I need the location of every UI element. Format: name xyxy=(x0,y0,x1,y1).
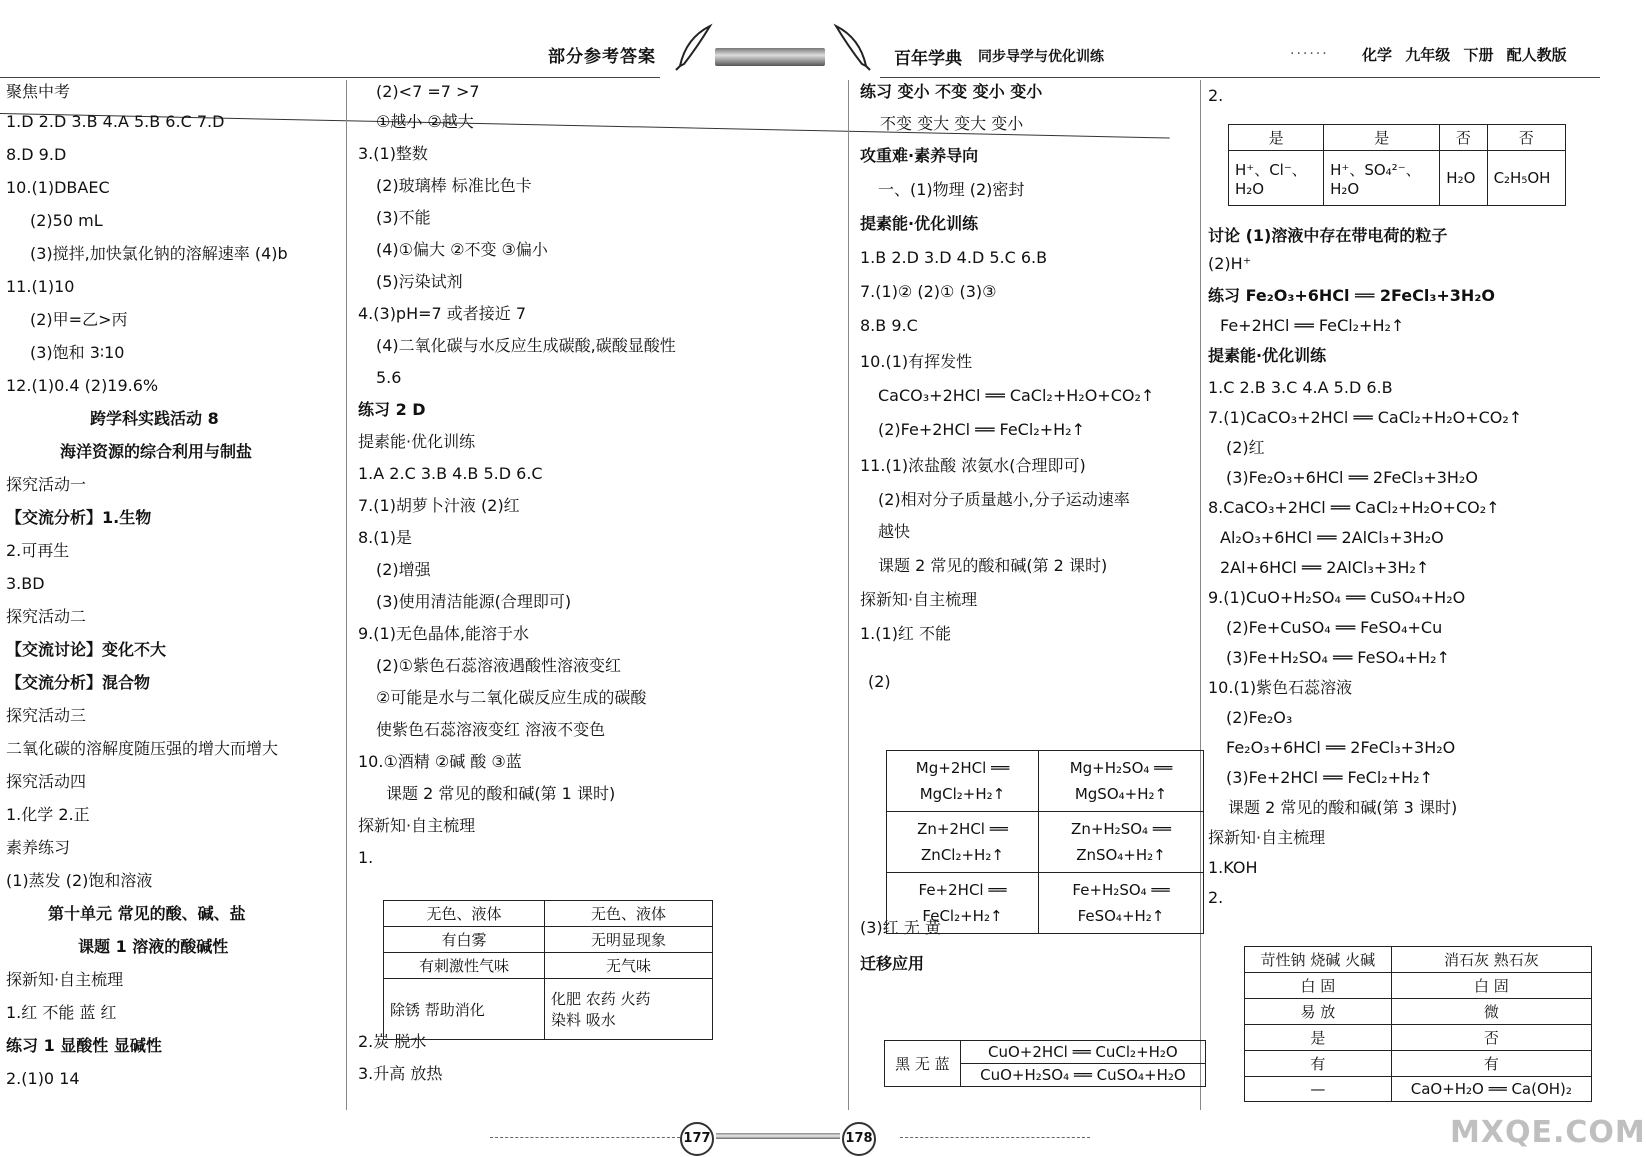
answer-line: 4.(3)pH=7 或者接近 7 xyxy=(358,304,527,323)
answer-line: (2)红 xyxy=(1226,438,1265,457)
table-row xyxy=(887,873,1204,934)
answer-line: 2. xyxy=(1208,888,1224,907)
answer-line: 二氧化碳的溶解度随压强的增大而增大 xyxy=(6,739,279,758)
answer-line: 讨论 (1)溶液中存在带电荷的粒子 xyxy=(1208,226,1448,245)
table-row xyxy=(887,751,1204,812)
answer-line: 探新知·自主梳理 xyxy=(860,590,978,609)
answer-line: 8.D 9.D xyxy=(6,145,67,164)
header-brand: 百年学典 xyxy=(894,49,962,69)
answer-line: 8.CaCO₃+2HCl ══ CaCl₂+H₂O+CO₂↑ xyxy=(1208,498,1500,517)
answer-line: (3)饱和 3∶10 xyxy=(30,343,125,362)
solution-particle-table xyxy=(1228,124,1566,206)
table-cell: Mg+H₂SO₄ ══ MgSO₄+H₂↑ xyxy=(1038,751,1203,812)
answer-line: 1.D 2.D 3.B 4.A 5.B 6.C 7.D xyxy=(6,112,225,131)
header-dots: ······ xyxy=(1290,46,1329,62)
answer-line: Al₂O₃+6HCl ══ 2AlCl₃+3H₂O xyxy=(1220,528,1444,547)
table-cell: 微 xyxy=(1391,999,1591,1025)
answer-line: 10.(1)紫色石蕊溶液 xyxy=(1208,678,1353,697)
table-cell: Zn+2HCl ══ ZnCl₂+H₂↑ xyxy=(887,812,1039,873)
answer-line: 8.(1)是 xyxy=(358,528,412,547)
quill-icon-right xyxy=(830,20,874,70)
table-cell: C₂H₅OH xyxy=(1487,151,1565,206)
answer-line: (2)<7 =7 >7 xyxy=(376,82,480,101)
answer-line: (3)不能 xyxy=(376,208,431,227)
header-left-title: 部分参考答案 xyxy=(548,47,656,67)
table-cell: H⁺、SO₄²⁻、 H₂O xyxy=(1324,151,1440,206)
page-header xyxy=(0,0,1600,78)
column-divider-1 xyxy=(346,80,347,1110)
answer-line: 练习 变小 不变 变小 变小 xyxy=(860,82,1043,101)
answer-line: (3)红 无 黄 xyxy=(860,918,941,937)
table-cell: 有白雾 xyxy=(384,927,545,953)
table-cell: 除锈 帮助消化 xyxy=(384,979,545,1040)
answer-line: 1.KOH xyxy=(1208,858,1258,877)
table-row xyxy=(1245,973,1592,999)
table-row xyxy=(1245,1051,1592,1077)
answer-line: 海洋资源的综合利用与制盐 xyxy=(60,442,253,461)
answer-line: 探究活动二 xyxy=(6,607,87,626)
table-cell: 苛性钠 烧碱 火碱 xyxy=(1245,947,1392,973)
answer-line: 9.(1)无色晶体,能溶于水 xyxy=(358,624,530,643)
answer-line: 练习 1 显酸性 显碱性 xyxy=(6,1036,162,1055)
table-cell: 无色、液体 xyxy=(384,901,545,927)
header-subject: 化学 九年级 下册 配人教版 xyxy=(1362,46,1567,64)
table-row xyxy=(1245,1025,1592,1051)
answer-line: Fe+2HCl ══ FeCl₂+H₂↑ xyxy=(1220,316,1405,335)
column-divider-3 xyxy=(1200,80,1201,1110)
quill-icon xyxy=(672,20,716,70)
answer-line: 迁移应用 xyxy=(860,954,925,973)
answer-line: (2) xyxy=(868,672,891,691)
table-cell: 是 xyxy=(1229,125,1324,151)
table3-label: 黑 无 蓝 xyxy=(885,1041,961,1087)
answer-line: 9.(1)CuO+H₂SO₄ ══ CuSO₄+H₂O xyxy=(1208,588,1466,607)
answer-line: 3.(1)整数 xyxy=(358,144,428,163)
answer-line: 1.(1)红 不能 xyxy=(860,624,952,643)
answer-line: 12.(1)0.4 (2)19.6% xyxy=(6,376,159,395)
header-rule-right xyxy=(880,77,1600,78)
answer-line: 7.(1)② (2)① (3)③ xyxy=(860,282,997,301)
table-cell: Fe+2HCl ══ FeCl₂+H₂↑ xyxy=(887,873,1039,934)
table-row xyxy=(384,953,713,979)
answer-line: 2.可再生 xyxy=(6,541,70,560)
table-row xyxy=(384,927,713,953)
answer-line: 1.红 不能 蓝 红 xyxy=(6,1003,117,1022)
answer-line: 越快 xyxy=(878,522,911,541)
answer-line: 使紫色石蕊溶液变红 溶液不变色 xyxy=(376,720,606,739)
footer-dash-right xyxy=(900,1137,1090,1138)
answer-line: (2)Fe₂O₃ xyxy=(1226,708,1293,727)
table-cell: Zn+H₂SO₄ ══ ZnSO₄+H₂↑ xyxy=(1038,812,1203,873)
answer-line: ②可能是水与二氧化碳反应生成的碳酸 xyxy=(376,688,647,707)
answer-line: 探新知·自主梳理 xyxy=(1208,828,1326,847)
answer-line: (3)Fe+2HCl ══ FeCl₂+H₂↑ xyxy=(1226,768,1433,787)
page-number-left: 177 xyxy=(680,1122,714,1156)
table-cell: H⁺、Cl⁻、 H₂O xyxy=(1229,151,1324,206)
answer-line: (2)增强 xyxy=(376,560,431,579)
table-cell: 白 固 xyxy=(1245,973,1392,999)
table-cell: Mg+2HCl ══ MgCl₂+H₂↑ xyxy=(887,751,1039,812)
answer-line: 练习 Fe₂O₃+6HCl ══ 2FeCl₃+3H₂O xyxy=(1208,286,1495,305)
answer-line: (5)污染试剂 xyxy=(376,272,463,291)
table-cell: 是 xyxy=(1324,125,1440,151)
header-decorative-bar xyxy=(715,48,825,66)
table3-row: CuO+2HCl ══ CuCl₂+H₂O xyxy=(960,1041,1205,1064)
table-cell: 无明显现象 xyxy=(544,927,712,953)
answer-line: 一、(1)物理 (2)密封 xyxy=(878,180,1025,199)
answer-line: (2)Fe+CuSO₄ ══ FeSO₄+Cu xyxy=(1226,618,1443,637)
answer-line: (4)①偏大 ②不变 ③偏小 xyxy=(376,240,548,259)
footer-dash-left xyxy=(490,1137,680,1138)
table-cell: 否 xyxy=(1487,125,1565,151)
answer-line: (3)Fe+H₂SO₄ ══ FeSO₄+H₂↑ xyxy=(1226,648,1450,667)
answer-line: 7.(1)CaCO₃+2HCl ══ CaCl₂+H₂O+CO₂↑ xyxy=(1208,408,1523,427)
answer-line: (3)Fe₂O₃+6HCl ══ 2FeCl₃+3H₂O xyxy=(1226,468,1478,487)
table-cell: Fe+H₂SO₄ ══ FeSO₄+H₂↑ xyxy=(1038,873,1203,934)
table-cell: 有 xyxy=(1245,1051,1392,1077)
answer-line: 课题 1 溶液的酸碱性 xyxy=(78,937,229,956)
table-row xyxy=(384,979,713,1040)
table-cell: 是 xyxy=(1245,1025,1392,1051)
answer-line: 提素能·优化训练 xyxy=(358,432,476,451)
answer-line: 3.升高 放热 xyxy=(358,1064,443,1083)
answer-line: 第十单元 常见的酸、碱、盐 xyxy=(48,904,246,923)
answer-line: 11.(1)10 xyxy=(6,277,75,296)
page-number-right: 178 xyxy=(842,1122,876,1156)
table-row xyxy=(1229,151,1566,206)
answer-line: (2)相对分子质量越小,分子运动速率 xyxy=(878,490,1130,509)
answer-line: (4)二氧化碳与水反应生成碳酸,碳酸显酸性 xyxy=(376,336,676,355)
answer-line: 提素能·优化训练 xyxy=(860,214,979,233)
answer-line: 攻重难·素养导向 xyxy=(860,146,979,165)
answer-line: 练习 2 D xyxy=(358,400,426,419)
table-row xyxy=(1245,947,1592,973)
table-header-row xyxy=(1229,125,1566,151)
answer-line: 10.(1)DBAEC xyxy=(6,178,110,197)
acid-properties-table xyxy=(383,900,713,1040)
table-cell: CaO+H₂O ══ Ca(OH)₂ xyxy=(1391,1077,1591,1102)
table-cell: 化肥 农药 火药 染料 吸水 xyxy=(544,979,712,1040)
table-cell: 否 xyxy=(1440,125,1487,151)
table-row xyxy=(1245,1077,1592,1102)
answer-line: 【交流分析】1.生物 xyxy=(6,508,152,527)
table-row xyxy=(887,812,1204,873)
table-cell: 有刺激性气味 xyxy=(384,953,545,979)
answer-line: CaCO₃+2HCl ══ CaCl₂+H₂O+CO₂↑ xyxy=(878,386,1155,405)
answer-line: 2.炭 脱水 xyxy=(358,1032,427,1051)
answer-line: 10.(1)有挥发性 xyxy=(860,352,973,371)
table-cell: 无色、液体 xyxy=(544,901,712,927)
answer-line: 聚焦中考 xyxy=(6,82,71,101)
answer-line: 1.B 2.D 3.D 4.D 5.C 6.B xyxy=(860,248,1048,267)
answer-line: 7.(1)胡萝卜汁液 (2)红 xyxy=(358,496,520,515)
table-row xyxy=(1245,999,1592,1025)
base-properties-table xyxy=(1244,946,1592,1102)
answer-line: 课题 2 常见的酸和碱(第 3 课时) xyxy=(1228,798,1458,817)
answer-line: (2)H⁺ xyxy=(1208,254,1252,273)
answer-line: 不变 变大 变大 变小 xyxy=(880,114,1024,133)
table-cell: 有 xyxy=(1391,1051,1591,1077)
footer-bar xyxy=(716,1133,840,1139)
answer-line: (2)Fe+2HCl ══ FeCl₂+H₂↑ xyxy=(878,420,1085,439)
answer-line: 2. xyxy=(1208,86,1224,105)
answer-line: (2)①紫色石蕊溶液遇酸性溶液变红 xyxy=(376,656,622,675)
answer-line: 探新知·自主梳理 xyxy=(358,816,476,835)
answer-line: 提素能·优化训练 xyxy=(1208,346,1327,365)
table-cell: 无气味 xyxy=(544,953,712,979)
answer-line: 8.B 9.C xyxy=(860,316,918,335)
answer-line: 1.A 2.C 3.B 4.B 5.D 6.C xyxy=(358,464,543,483)
table-row xyxy=(384,901,713,927)
header-series: 同步导学与优化训练 xyxy=(978,49,1104,65)
answer-line: 1.化学 2.正 xyxy=(6,805,90,824)
answer-line: 2.(1)0 14 xyxy=(6,1069,80,1088)
answer-line: (2)50 mL xyxy=(30,211,103,230)
answer-line: 【交流分析】混合物 xyxy=(6,673,151,692)
answer-line: (2)玻璃棒 标准比色卡 xyxy=(376,176,532,195)
header-rule-left xyxy=(0,77,660,78)
answer-line: 跨学科实践活动 8 xyxy=(90,409,219,428)
copper-oxide-reaction-table xyxy=(884,1040,1206,1087)
answer-line: 3.BD xyxy=(6,574,45,593)
answer-line: 1.C 2.B 3.C 4.A 5.D 6.B xyxy=(1208,378,1393,397)
table-cell: 消石灰 熟石灰 xyxy=(1391,947,1591,973)
answer-line: ①越小 ②越大 xyxy=(376,112,474,131)
answer-line: 探究活动一 xyxy=(6,475,87,494)
answer-line: Fe₂O₃+6HCl ══ 2FeCl₃+3H₂O xyxy=(1226,738,1456,757)
answer-line: 课题 2 常见的酸和碱(第 2 课时) xyxy=(878,556,1108,575)
answer-line: 素养练习 xyxy=(6,838,71,857)
answer-line: 11.(1)浓盐酸 浓氨水(合理即可) xyxy=(860,456,1086,475)
table3-row: CuO+H₂SO₄ ══ CuSO₄+H₂O xyxy=(960,1064,1205,1087)
column-divider-2 xyxy=(848,80,849,1110)
answer-line: 探究活动三 xyxy=(6,706,87,725)
answer-line: 课题 2 常见的酸和碱(第 1 课时) xyxy=(386,784,616,803)
table-cell: — xyxy=(1245,1077,1392,1102)
answer-line: (3)搅拌,加快氯化钠的溶解速率 (4)b xyxy=(30,244,288,263)
answer-line: (1)蒸发 (2)饱和溶液 xyxy=(6,871,153,890)
answer-line: (3)使用清洁能源(合理即可) xyxy=(376,592,572,611)
answer-line: 探究活动四 xyxy=(6,772,87,791)
answer-line: 10.①酒精 ②碱 酸 ③蓝 xyxy=(358,752,522,771)
answer-line: 探新知·自主梳理 xyxy=(6,970,124,989)
answer-line: 1. xyxy=(358,848,374,867)
answer-line: 2Al+6HCl ══ 2AlCl₃+3H₂↑ xyxy=(1220,558,1430,577)
table-cell: H₂O xyxy=(1440,151,1487,206)
answer-line: 【交流讨论】变化不大 xyxy=(6,640,167,659)
table-cell: 白 固 xyxy=(1391,973,1591,999)
table-cell: 否 xyxy=(1391,1025,1591,1051)
answer-line: 5.6 xyxy=(376,368,402,387)
watermark: MXQE.COM xyxy=(1450,1115,1646,1150)
answer-line: (2)甲=乙>丙 xyxy=(30,310,128,329)
table-cell: 易 放 xyxy=(1245,999,1392,1025)
metal-acid-reaction-table xyxy=(886,750,1204,934)
